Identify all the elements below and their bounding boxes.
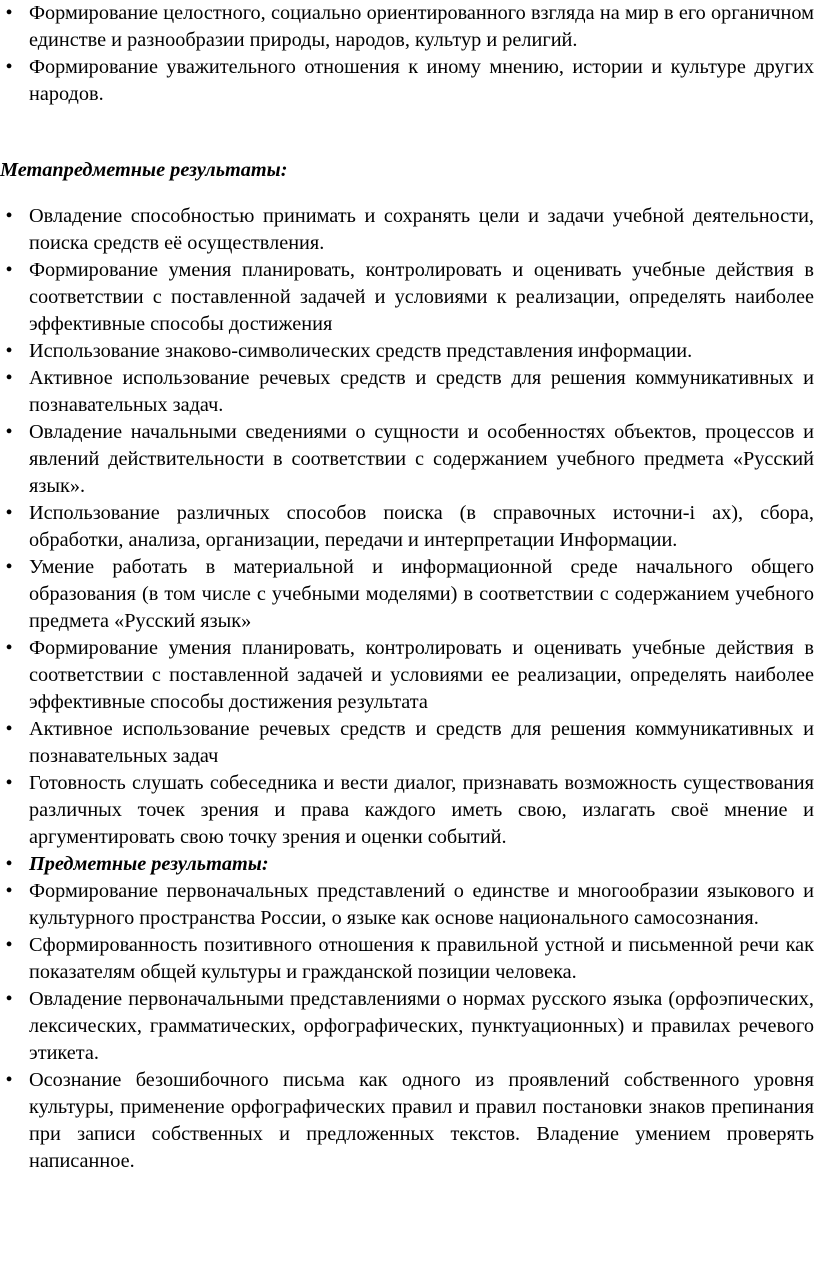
list-item-text: Овладение начальными сведениями о сущности и особенностях объектов, процессов и явлений действительности в соответствии с содержанием учебного предмета «Русский язык».: [29, 421, 814, 497]
list-item-text: Умение работать в материальной и информационной среде начального общего образования (в том числе с учебными моделями) в соответствии с содержанием учебного предмета «Русский язык»: [29, 556, 814, 632]
list-item: [0, 419, 814, 500]
personal-results-list: [0, 0, 814, 108]
list-item: [0, 986, 814, 1067]
list-item: [0, 0, 814, 54]
bullet-icon: •: [5, 259, 13, 281]
list-item: [0, 500, 814, 554]
list-item-text: Готовность слушать собеседника и вести диалог, признавать возможность существования различных точек зрения и права каждого иметь свою, излагать своё мнение и аргументировать свою точку зрения и оценки событий.: [29, 772, 814, 848]
list-item: [0, 365, 814, 419]
list-item-text: Овладение первоначальными представлениями о нормах русского языка (орфоэпических, лексических, грамматических, орфографических, пунктуационных) и правилах речевого этикета.: [29, 988, 814, 1064]
bullet-icon: •: [5, 988, 13, 1010]
list-item: [0, 878, 814, 932]
list-item-text: Осознание безошибочного письма как одного из проявлений собственного уровня культуры, применение орфографических правил и правил постановки знаков препинания при записи собственных и предложенных текстов. Владение умением проверять написанное.: [29, 1069, 814, 1172]
meta-results-list: [0, 203, 814, 851]
list-item-text: Формирование целостного, социально ориентированного взгляда на мир в его органичном единстве и разнообразии природы, народов, культур и религий.: [29, 2, 814, 51]
meta-results-heading: Метапредметные результаты:: [0, 159, 288, 181]
list-item: [0, 716, 814, 770]
list-item-text: Использование различных способов поиска (в справочных источни-і ах), сбора, обработки, анализа, организации, передачи и интерпретации Информации.: [29, 502, 814, 551]
list-item: [0, 770, 814, 851]
subject-results-heading-item: [0, 851, 814, 878]
list-item-text: Активное использование речевых средств и средств для решения коммуникативных и познавательных задач: [29, 718, 814, 767]
bullet-icon: •: [5, 340, 13, 362]
bullet-icon: •: [5, 637, 13, 659]
list-item: [0, 338, 814, 365]
list-item: [0, 932, 814, 986]
list-item-text: Формирование умения планировать, контролировать и оценивать учебные действия в соответствии с поставленной задачей и условиями к реализации, определять наиболее эффективные способы достижения: [29, 259, 814, 335]
bullet-icon: •: [5, 56, 13, 78]
list-item-text: Использование знаково-символических средств представления информации.: [29, 340, 693, 362]
bullet-icon: •: [5, 367, 13, 389]
bullet-icon: •: [5, 502, 13, 524]
bullet-icon: •: [5, 934, 13, 956]
bullet-icon: •: [5, 880, 13, 902]
list-item-text: Формирование уважительного отношения к иному мнению, истории и культуре других народов.: [29, 56, 814, 105]
list-item: [0, 257, 814, 338]
bullet-icon: •: [5, 718, 13, 740]
list-item-text: Сформированность позитивного отношения к правильной устной и письменной речи как показателям общей культуры и гражданской позиции человека.: [29, 934, 814, 983]
list-item: [0, 203, 814, 257]
bullet-icon: •: [5, 1069, 13, 1091]
list-item: [0, 635, 814, 716]
bullet-icon: •: [5, 556, 13, 578]
bullet-icon: •: [5, 421, 13, 443]
bullet-icon: •: [5, 205, 13, 227]
bullet-icon: •: [5, 2, 13, 24]
list-item: [0, 54, 814, 108]
subject-results-heading: Предметные результаты:: [29, 853, 269, 875]
list-item-text: Формирование умения планировать, контролировать и оценивать учебные действия в соответствии с поставленной задачей и условиями ее реализации, определять наиболее эффективные способы достижения результата: [29, 637, 814, 713]
list-item-text: Формирование первоначальных представлений о единстве и многообразии языкового и культурного пространства России, о языке как основе национального самосознания.: [29, 880, 814, 929]
list-item: [0, 1067, 814, 1175]
bullet-icon: •: [5, 853, 13, 875]
list-item-text: Овладение способностью принимать и сохранять цели и задачи учебной деятельности, поиска средств её осуществления.: [29, 205, 814, 254]
list-item-text: Активное использование речевых средств и средств для решения коммуникативных и познавательных задач.: [29, 367, 814, 416]
bullet-icon: •: [5, 772, 13, 794]
list-item: [0, 554, 814, 635]
subject-results-list: [0, 851, 814, 1175]
